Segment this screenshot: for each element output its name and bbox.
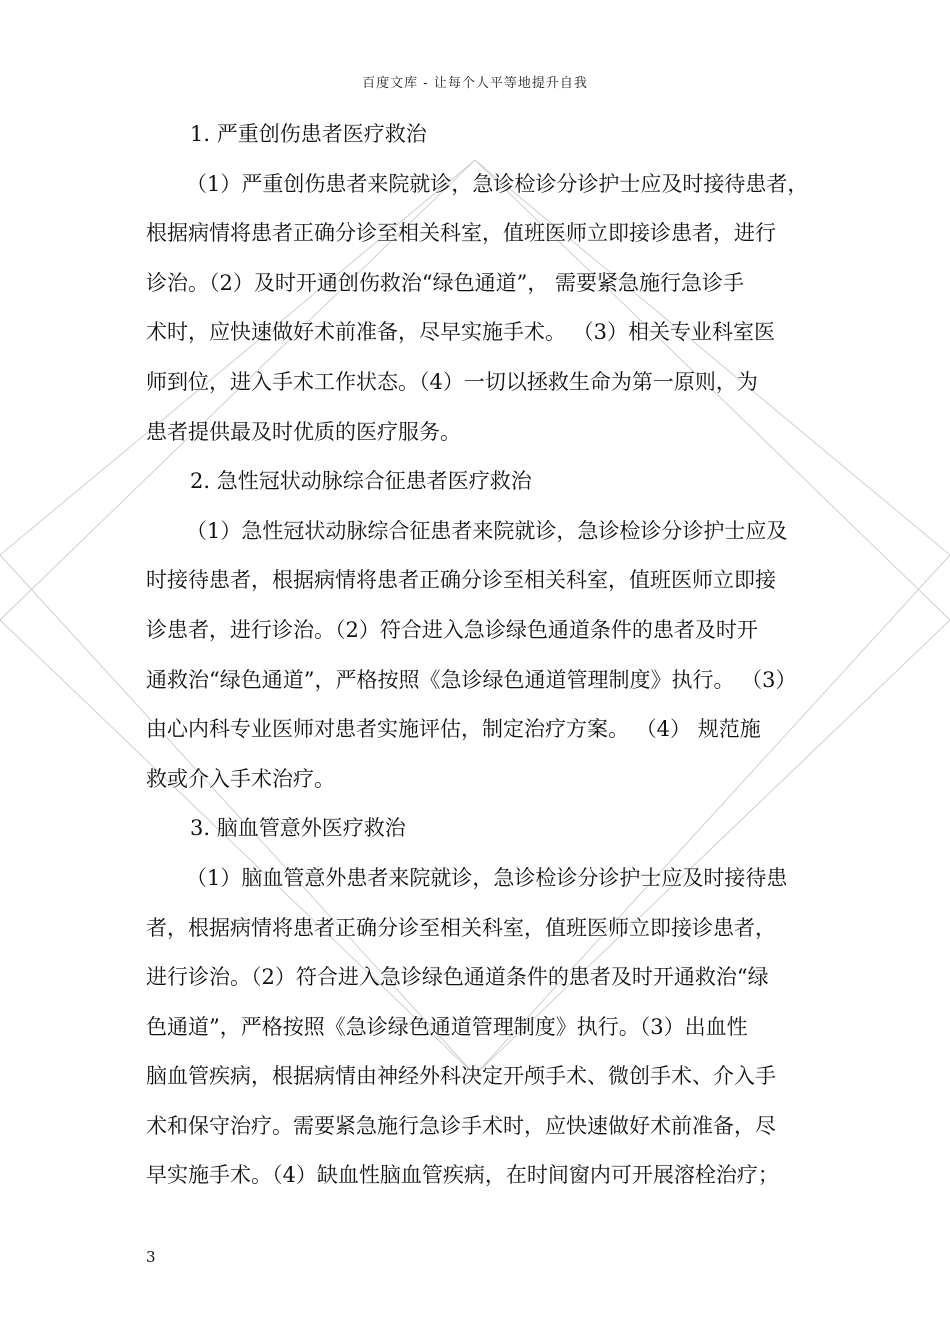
paragraph-line: 术时，应快速做好术前准备，尽早实施手术。 （3）相关专业科室医 xyxy=(146,320,776,345)
page-header: 百度文库 - 让每个人平等地提升自我 xyxy=(362,76,588,91)
paragraph-line: 进行诊治。（2）符合进入急诊绿色通道条件的患者及时开通救治“绿 xyxy=(146,965,769,990)
section-heading: 3. 脑血管意外医疗救治 xyxy=(190,816,406,841)
paragraph-line: （1）脑血管意外患者来院就诊，急诊检诊分诊护士应及时接待患 xyxy=(186,865,788,890)
paragraph-line: 诊患者，进行诊治。（2）符合进入急诊绿色通道条件的患者及时开 xyxy=(146,617,758,642)
paragraph-line: 术和保守治疗。需要紧急施行急诊手术时，应快速做好术前准备，尽 xyxy=(146,1113,776,1138)
paragraph-line: 时接待患者，根据病情将患者正确分诊至相关科室，值班医师立即接 xyxy=(146,568,776,593)
paragraph-line: 患者提供最及时优质的医疗服务。 xyxy=(146,419,461,444)
paragraph-line: 早实施手术。（4）缺血性脑血管疾病，在时间窗内可开展溶栓治疗； xyxy=(146,1163,779,1188)
paragraph-line: 色通道”，严格按照《急诊绿色通道管理制度》执行。（3）出血性 xyxy=(146,1014,748,1039)
section-heading: 2. 急性冠状动脉综合征患者医疗救治 xyxy=(190,469,532,494)
paragraph-line: 由心内科专业医师对患者实施评估，制定治疗方案。 （4） 规范施 xyxy=(146,717,761,742)
paragraph-line: 救或介入手术治疗。 xyxy=(146,766,335,791)
paragraph-line: （1）严重创伤患者来院就诊，急诊检诊分诊护士应及时接待患者， xyxy=(186,171,809,196)
paragraph-line: （1）急性冠状动脉综合征患者来院就诊，急诊检诊分诊护士应及 xyxy=(186,518,788,543)
paragraph-line: 师到位，进入手术工作状态。（4）一切以拯救生命为第一原则，为 xyxy=(146,369,758,394)
paragraph-line: 脑血管疾病，根据病情由神经外科决定开颅手术、微创手术、介入手 xyxy=(146,1064,776,1089)
page-number: 3 xyxy=(146,1248,156,1266)
paragraph-line: 通救治“绿色通道”，严格按照《急诊绿色通道管理制度》执行。 （3） xyxy=(146,667,797,692)
paragraph-line: 根据病情将患者正确分诊至相关科室，值班医师立即接诊患者，进行 xyxy=(146,221,776,246)
document-body xyxy=(146,110,810,1201)
section-heading: 1. 严重创伤患者医疗救治 xyxy=(190,122,427,146)
paragraph-line: 诊治。（2）及时开通创伤救治“绿色通道”， 需要紧急施行急诊手 xyxy=(146,270,745,295)
paragraph-line: 者，根据病情将患者正确分诊至相关科室，值班医师立即接诊患者， xyxy=(146,915,776,940)
